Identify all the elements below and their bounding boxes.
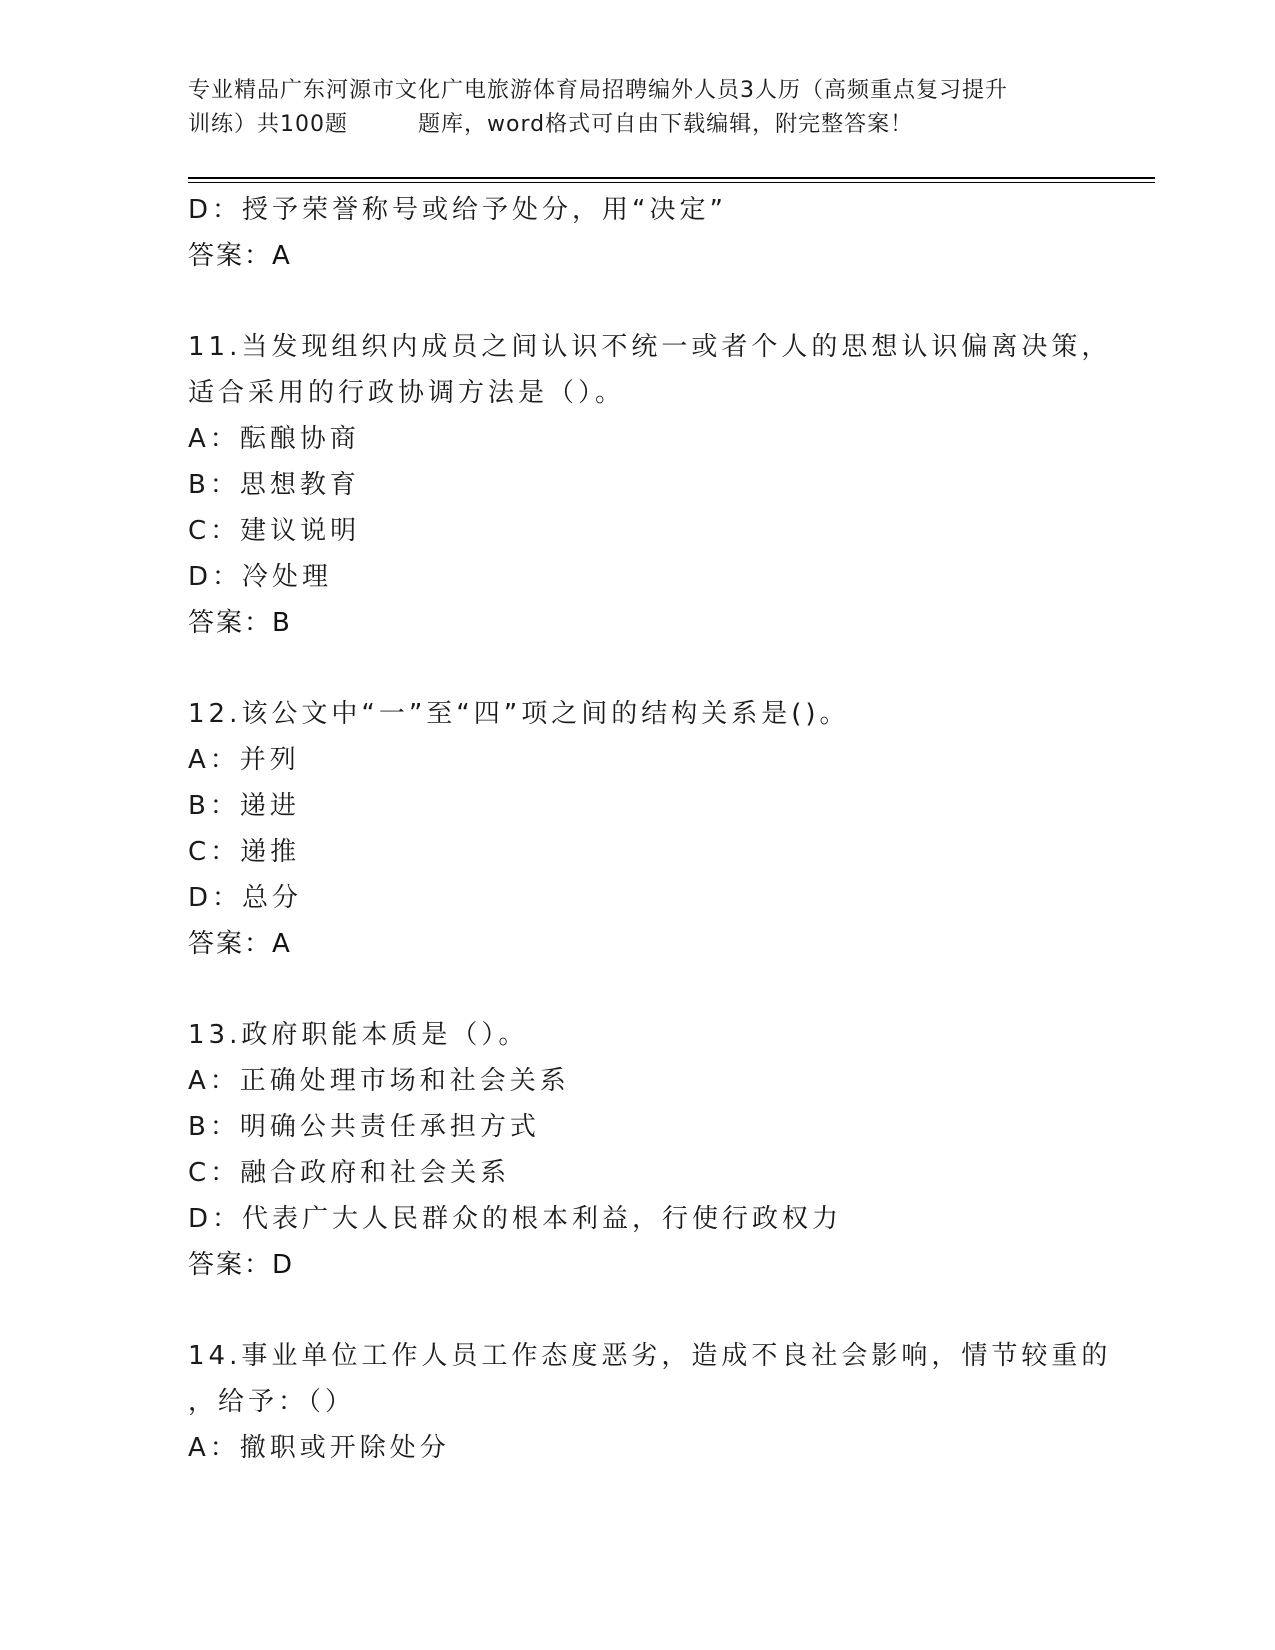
question-12 <box>188 691 1088 967</box>
option-d: D：冷处理 <box>188 562 333 592</box>
option-b: B：明确公共责任承担方式 <box>188 1112 540 1142</box>
option-b: B：递进 <box>188 791 300 821</box>
option-d: D：代表广大人民群众的根本利益，行使行政权力 <box>188 1204 843 1234</box>
header-divider-thin <box>188 182 1155 183</box>
question-stem: 14.事业单位工作人员工作态度恶劣，造成不良社会影响，情节较重的 <box>188 1341 1112 1371</box>
header-title-line2-right: 题库，word格式可自由下载编辑，附完整答案！ <box>418 112 914 137</box>
question-stem: 适合采用的行政协调方法是（）。 <box>188 378 626 408</box>
option-c: C：递推 <box>188 837 301 867</box>
option-a: A：撤职或开除处分 <box>188 1433 450 1463</box>
question-stem: ，给予：（） <box>188 1387 356 1417</box>
question-14 <box>188 1333 1112 1471</box>
option-c: C：建议说明 <box>188 516 361 546</box>
option-a: A：正确处理市场和社会关系 <box>188 1066 570 1096</box>
question-stem: 13.政府职能本质是（）。 <box>188 1020 529 1050</box>
header-title-line2 <box>188 108 1088 142</box>
question-list <box>188 187 1112 1471</box>
option-a: A：酝酿协商 <box>188 424 360 454</box>
option-b: B：思想教育 <box>188 470 360 500</box>
question-stem: 11.当发现组织内成员之间认识不统一或者个人的思想认识偏离决策， <box>188 332 1112 362</box>
option-c: C：融合政府和社会关系 <box>188 1158 511 1188</box>
question-13 <box>188 1012 1088 1288</box>
answer-line: 答案：A <box>188 929 292 959</box>
answer-line: 答案：A <box>188 241 292 271</box>
question-stem: 12.该公文中“一”至“四”项之间的结构关系是()。 <box>188 699 850 729</box>
question-11 <box>188 324 1112 646</box>
page-header <box>188 74 1088 142</box>
header-title-line2-left: 训练）共100题 <box>188 112 348 137</box>
option-d: D：总分 <box>188 883 303 913</box>
header-title-line1: 专业精品广东河源市文化广电旅游体育局招聘编外人员3人历（高频重点复习提升 <box>188 78 1008 103</box>
option-a: A：并列 <box>188 745 300 775</box>
answer-line: 答案：B <box>188 608 292 638</box>
option-d: D：授予荣誉称号或给予处分，用“决定” <box>188 195 727 225</box>
header-divider-thick <box>188 177 1155 179</box>
answer-line: 答案：D <box>188 1250 295 1280</box>
